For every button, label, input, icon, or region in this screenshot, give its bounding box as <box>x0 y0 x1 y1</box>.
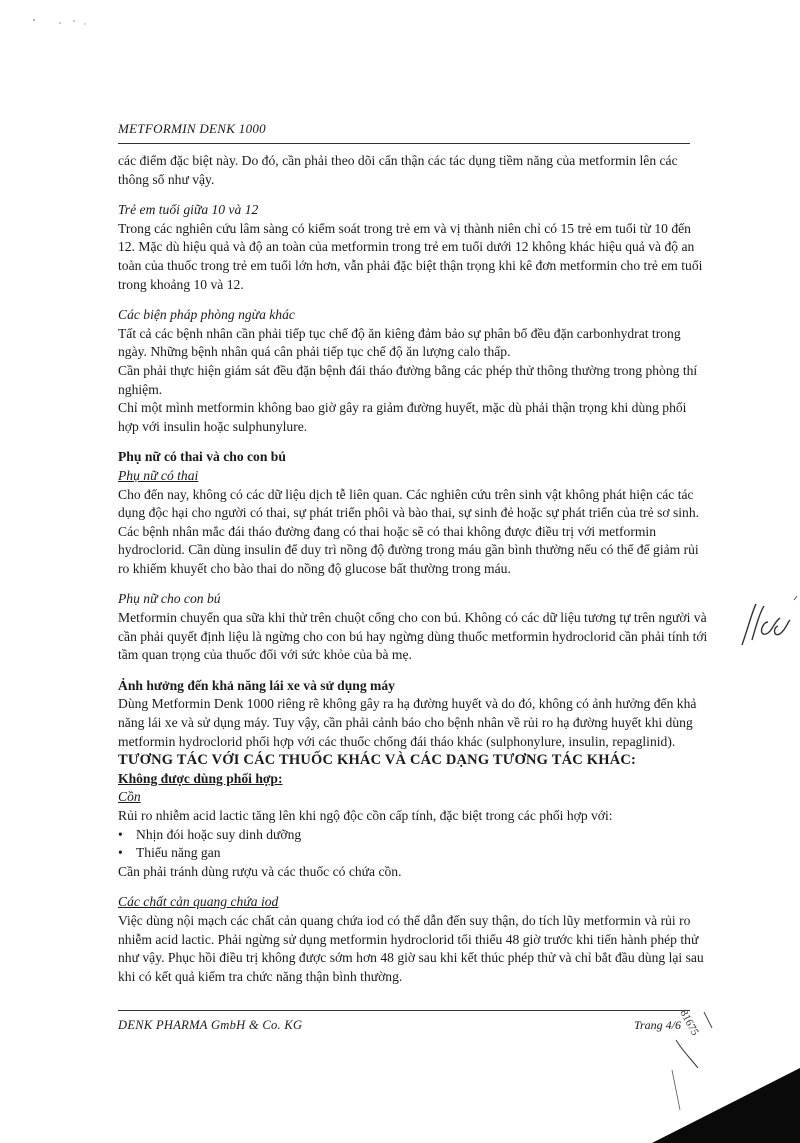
alcohol-heading: Cồn <box>118 789 141 805</box>
section-lactation <box>118 590 710 664</box>
section-pregnancy-subheading: Phụ nữ có thai <box>118 467 199 483</box>
intro-paragraph: các điểm đặc biệt này. Do đó, cần phải theo dõi cẩn thận các tác dụng tiềm năng của metformin lên các thông số như vậy. <box>118 153 678 187</box>
section-children-heading: Trẻ em tuổi giữa 10 và 12 <box>118 202 259 218</box>
contrast-heading: Các chất cản quang chứa iod <box>118 894 279 910</box>
precautions-paragraph-1: Tất cả các bệnh nhân cần phải tiếp tục chế độ ăn kiêng đảm bảo sự phân bố đều đặn carbonhydrat trong ngày. Những bệnh nhân quá cân phải tiếp tục chế độ ăn lượng calo thấp. <box>118 325 681 360</box>
footer-page-number: Trang 4/6 <box>634 1018 682 1032</box>
lactation-paragraph: Metformin chuyển qua sữa khi thử trên chuột cống cho con bú. Không có các dữ liệu tương tự trên người và cần phải quyết định liệu là ngừng cho con bú hay ngừng dùng thuốc metformin hydroclorid cần phải tính tới tầm quan trọng của thuốc đối với sức khỏe của bà mẹ. <box>118 610 708 663</box>
handwritten-initials <box>742 596 797 645</box>
alcohol-paragraph: Rủi ro nhiễm acid lactic tăng lên khi ngộ độc cồn cấp tính, đặc biệt trong các phối hợp với: <box>118 808 613 823</box>
section-precautions <box>118 306 710 436</box>
pregnancy-paragraph-2: Các bệnh nhân mắc đái tháo đường đang có thai hoặc sẽ có thai không được điều trị với metformin hydroclorid. Cần dùng insulin để duy trì nồng độ đường trong máu gần bình thường nếu có thể để giảm rủi ro khiếm khuyết cho bào thai do nồng độ glucose bất thường trong máu. <box>118 523 699 576</box>
alcohol-after-paragraph: Cần phải tránh dùng rượu và các thuốc có chứa cồn. <box>118 863 402 879</box>
alcohol-bullet-list <box>118 826 710 863</box>
section-interactions-heading: TƯƠNG TÁC VỚI CÁC THUỐC KHÁC VÀ CÁC DẠNG TƯƠNG TÁC KHÁC: <box>118 752 637 769</box>
precautions-paragraph-2: Cần phải thực hiện giám sát đều đặn bệnh đái tháo đường bằng các phép thử thông thường trong phòng thí nghiệm. <box>118 362 698 397</box>
section-pregnancy-heading: Phụ nữ có thai và cho con bú <box>118 449 286 465</box>
section-precautions-heading: Các biện pháp phòng ngừa khác <box>118 307 295 323</box>
driving-paragraph: Dùng Metformin Denk 1000 riêng rẽ không gây ra hạ đường huyết và do đó, không có ảnh hưởng đến khả năng lái xe và sử dụng máy. Tuy vậy, cần phải cảnh báo cho bệnh nhân về rủi ro hạ đường huyết khi dùng metformin hydroclorid phối hợp với các thuốc chống đái tháo khác (sulphonylure, insulin, repaglinid). <box>118 696 697 749</box>
list-item: • Thiểu năng gan <box>118 844 710 863</box>
section-interactions <box>118 751 710 986</box>
pregnancy-paragraph-1: Cho đến nay, không có các dữ liệu dịch tễ liên quan. Các nghiên cứu trên sinh vật không phát hiện các tác dụng độc hại cho người có thai, sự phát triển phôi và bào thai, sự sinh đẻ hoặc sự phát triển của trẻ sơ sinh. <box>118 486 700 521</box>
interactions-subheading: Không được dùng phối hợp: <box>118 770 283 786</box>
header-rule <box>118 143 690 144</box>
section-children-text: Trong các nghiên cứu lâm sàng có kiểm soát trong trẻ em và vị thành niên chỉ có 15 trẻ em tuổi từ 10 đến 12. Mặc dù hiệu quả và độ an toàn của metformin trong trẻ em tuổi dưới 12 không khác hiệu quả và độ an toàn của thuốc trong trẻ em tuổi lớn hơn, vẫn phải đặc biệt thận trọng khi kê đơn metformin cho trẻ em tuổi trong khoảng 10 và 12. <box>118 220 703 292</box>
precautions-paragraph-3: Chỉ một mình metformin không bao giờ gây ra giảm đường huyết, mặc dù phải thận trọng khi dùng phối hợp với insulin hoặc sulphunylure. <box>118 400 687 434</box>
stamp-text: 81675 <box>677 1007 701 1038</box>
list-item: • Nhịn đói hoặc suy dinh dưỡng <box>118 826 710 845</box>
section-children <box>118 201 710 294</box>
section-pregnancy <box>118 448 710 578</box>
scan-specks <box>30 14 90 24</box>
footer-rule <box>118 1010 690 1011</box>
section-contrast <box>118 893 710 986</box>
section-driving <box>118 677 710 751</box>
scan-shadow-corner <box>652 1068 800 1143</box>
footer-company: DENK PHARMA GmbH & Co. KG <box>118 1018 303 1032</box>
section-lactation-heading: Phụ nữ cho con bú <box>118 591 221 607</box>
document-body <box>118 152 710 986</box>
section-driving-heading: Ảnh hưởng đến khả năng lái xe và sử dụng máy <box>118 677 395 693</box>
contrast-paragraph: Việc dùng nội mạch các chất cản quang chứa iod có thể dẫn đến suy thận, do tích lũy metformin và rủi ro nhiễm acid lactic. Phải ngừng sử dụng metformin hydroclorid tối thiểu 48 giờ trước khi tiến hành phép thử như vậy. Phục hồi điều trị không được sớm hơn 48 giờ sau khi kết thúc phép thử và chỉ bắt đầu dùng lại sau khi có kết quả kiểm tra chức năng thận bình thường. <box>118 912 704 984</box>
document-header: METFORMIN DENK 1000 <box>118 121 266 136</box>
